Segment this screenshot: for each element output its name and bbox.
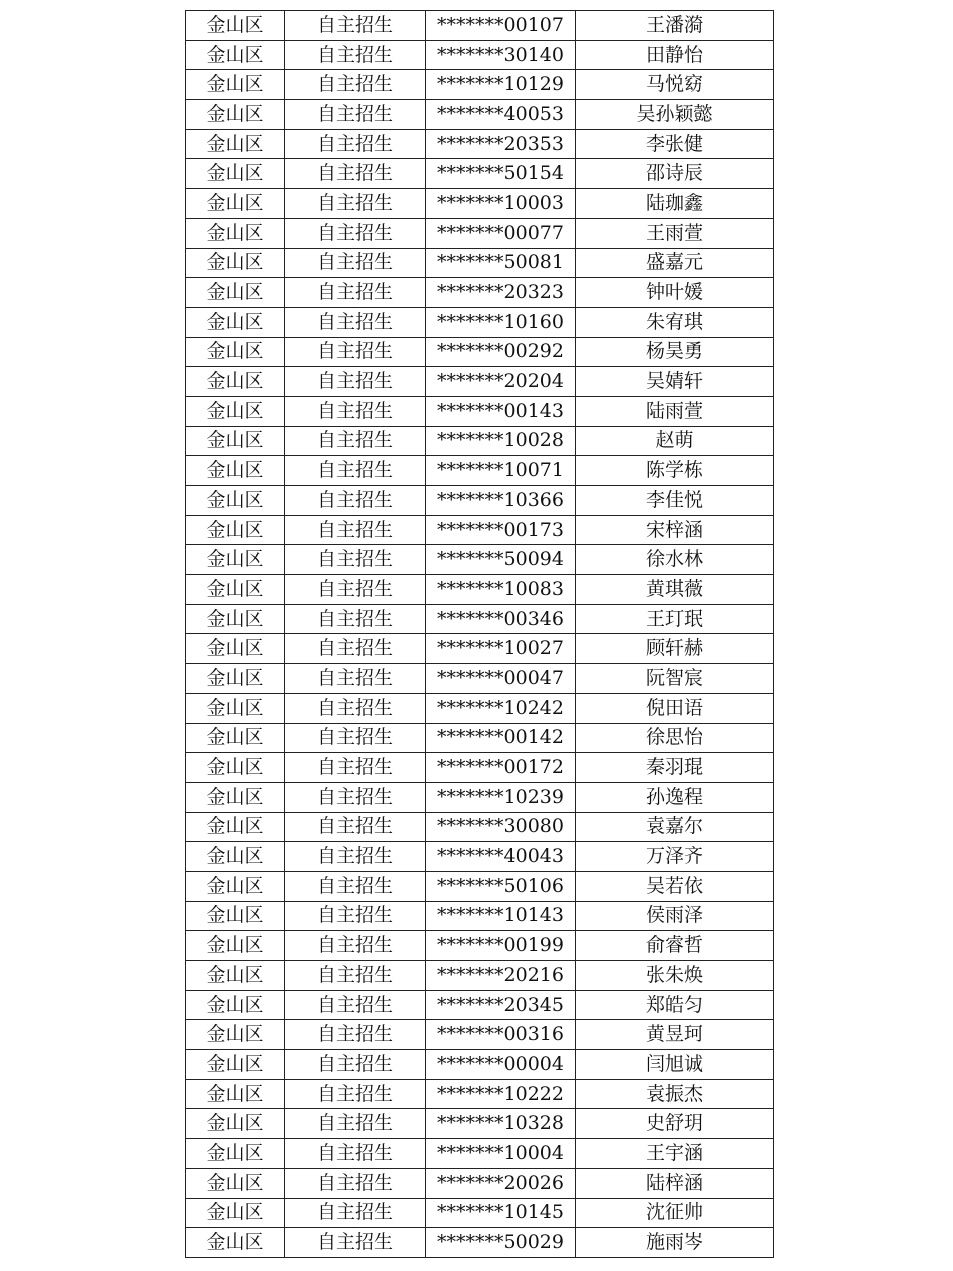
student-name-cell: 袁振杰 (576, 1079, 774, 1109)
table-row (186, 990, 774, 1020)
admission-type-cell: 自主招生 (285, 70, 426, 100)
district-cell: 金山区 (186, 307, 285, 337)
table-row (186, 1079, 774, 1109)
admission-type-cell: 自主招生 (285, 812, 426, 842)
admission-type-cell: 自主招生 (285, 100, 426, 130)
table-row (186, 1228, 774, 1258)
district-cell: 金山区 (186, 664, 285, 694)
table-row (186, 367, 774, 397)
admission-type-cell: 自主招生 (285, 278, 426, 308)
student-id-cell: *******00077 (426, 218, 576, 248)
admission-type-cell: 自主招生 (285, 931, 426, 961)
district-cell: 金山区 (186, 278, 285, 308)
table-row (186, 456, 774, 486)
student-name-cell: 李张健 (576, 129, 774, 159)
student-name-cell: 倪田语 (576, 693, 774, 723)
district-cell: 金山区 (186, 218, 285, 248)
student-name-cell: 顾轩赫 (576, 634, 774, 664)
student-id-cell: *******50029 (426, 1228, 576, 1258)
district-cell: 金山区 (186, 248, 285, 278)
student-name-cell: 田静怡 (576, 40, 774, 70)
district-cell: 金山区 (186, 931, 285, 961)
student-name-cell: 黄琪薇 (576, 575, 774, 605)
district-cell: 金山区 (186, 515, 285, 545)
district-cell: 金山区 (186, 604, 285, 634)
student-id-cell: *******00292 (426, 337, 576, 367)
admission-type-cell: 自主招生 (285, 456, 426, 486)
table-row (186, 1020, 774, 1050)
table-row (186, 11, 774, 41)
district-cell: 金山区 (186, 753, 285, 783)
district-cell: 金山区 (186, 575, 285, 605)
student-name-cell: 陆珈鑫 (576, 189, 774, 219)
student-name-cell: 陈学栋 (576, 456, 774, 486)
admission-type-cell: 自主招生 (285, 575, 426, 605)
district-cell: 金山区 (186, 396, 285, 426)
district-cell: 金山区 (186, 1109, 285, 1139)
table-row (186, 426, 774, 456)
table-row (186, 70, 774, 100)
table-row (186, 278, 774, 308)
district-cell: 金山区 (186, 812, 285, 842)
student-name-cell: 陆雨萱 (576, 396, 774, 426)
student-id-cell: *******30080 (426, 812, 576, 842)
district-cell: 金山区 (186, 634, 285, 664)
district-cell: 金山区 (186, 782, 285, 812)
student-id-cell: *******10239 (426, 782, 576, 812)
table-row (186, 515, 774, 545)
table-row (186, 604, 774, 634)
student-id-cell: *******30140 (426, 40, 576, 70)
table-row (186, 545, 774, 575)
table-row (186, 218, 774, 248)
table-row (186, 1168, 774, 1198)
district-cell: 金山区 (186, 1139, 285, 1169)
student-id-cell: *******50106 (426, 871, 576, 901)
student-name-cell: 黄昱珂 (576, 1020, 774, 1050)
student-name-cell: 王雨萱 (576, 218, 774, 248)
table-row (186, 1109, 774, 1139)
student-id-cell: *******50154 (426, 159, 576, 189)
district-cell: 金山区 (186, 1228, 285, 1258)
admission-type-cell: 自主招生 (285, 723, 426, 753)
admission-type-cell: 自主招生 (285, 248, 426, 278)
admission-type-cell: 自主招生 (285, 1109, 426, 1139)
district-cell: 金山区 (186, 842, 285, 872)
student-name-cell: 徐思怡 (576, 723, 774, 753)
student-id-cell: *******10083 (426, 575, 576, 605)
student-id-cell: *******10242 (426, 693, 576, 723)
table-row (186, 961, 774, 991)
admission-type-cell: 自主招生 (285, 961, 426, 991)
student-name-cell: 李佳悦 (576, 486, 774, 516)
student-id-cell: *******00143 (426, 396, 576, 426)
student-id-cell: *******00173 (426, 515, 576, 545)
district-cell: 金山区 (186, 1198, 285, 1228)
admission-list-table (185, 10, 774, 1258)
student-id-cell: *******00004 (426, 1050, 576, 1080)
district-cell: 金山区 (186, 367, 285, 397)
student-name-cell: 秦羽琨 (576, 753, 774, 783)
table-row (186, 1198, 774, 1228)
admission-type-cell: 自主招生 (285, 40, 426, 70)
student-name-cell: 孙逸程 (576, 782, 774, 812)
table-row (186, 1139, 774, 1169)
student-id-cell: *******00142 (426, 723, 576, 753)
student-id-cell: *******10160 (426, 307, 576, 337)
district-cell: 金山区 (186, 871, 285, 901)
table-row (186, 159, 774, 189)
student-id-cell: *******50094 (426, 545, 576, 575)
table-row (186, 871, 774, 901)
student-name-cell: 侯雨泽 (576, 901, 774, 931)
student-id-cell: *******20026 (426, 1168, 576, 1198)
student-name-cell: 万泽齐 (576, 842, 774, 872)
admission-type-cell: 自主招生 (285, 367, 426, 397)
student-name-cell: 陆梓涵 (576, 1168, 774, 1198)
admission-type-cell: 自主招生 (285, 11, 426, 41)
district-cell: 金山区 (186, 1050, 285, 1080)
admission-type-cell: 自主招生 (285, 693, 426, 723)
admission-type-cell: 自主招生 (285, 664, 426, 694)
admission-type-cell: 自主招生 (285, 486, 426, 516)
table-row (186, 753, 774, 783)
student-name-cell: 沈征帅 (576, 1198, 774, 1228)
admission-type-cell: 自主招生 (285, 842, 426, 872)
table-row (186, 307, 774, 337)
student-id-cell: *******10003 (426, 189, 576, 219)
admission-type-cell: 自主招生 (285, 782, 426, 812)
student-name-cell: 杨昊勇 (576, 337, 774, 367)
student-name-cell: 吴孙颖懿 (576, 100, 774, 130)
district-cell: 金山区 (186, 486, 285, 516)
student-id-cell: *******00316 (426, 1020, 576, 1050)
student-name-cell: 施雨岑 (576, 1228, 774, 1258)
student-name-cell: 郑皓匀 (576, 990, 774, 1020)
student-id-cell: *******00107 (426, 11, 576, 41)
student-name-cell: 俞睿哲 (576, 931, 774, 961)
district-cell: 金山区 (186, 189, 285, 219)
admission-type-cell: 自主招生 (285, 1079, 426, 1109)
district-cell: 金山区 (186, 70, 285, 100)
district-cell: 金山区 (186, 129, 285, 159)
district-cell: 金山区 (186, 426, 285, 456)
student-name-cell: 宋梓涵 (576, 515, 774, 545)
admission-type-cell: 自主招生 (285, 515, 426, 545)
district-cell: 金山区 (186, 159, 285, 189)
student-name-cell: 马悦窈 (576, 70, 774, 100)
admission-type-cell: 自主招生 (285, 307, 426, 337)
district-cell: 金山区 (186, 693, 285, 723)
table-row (186, 100, 774, 130)
table-row (186, 782, 774, 812)
student-name-cell: 王宇涵 (576, 1139, 774, 1169)
admission-type-cell: 自主招生 (285, 396, 426, 426)
student-name-cell: 袁嘉尔 (576, 812, 774, 842)
student-id-cell: *******40053 (426, 100, 576, 130)
admission-type-cell: 自主招生 (285, 634, 426, 664)
table-row (186, 189, 774, 219)
student-id-cell: *******10028 (426, 426, 576, 456)
student-id-cell: *******00346 (426, 604, 576, 634)
student-name-cell: 阮智宸 (576, 664, 774, 694)
admission-type-cell: 自主招生 (285, 189, 426, 219)
admission-type-cell: 自主招生 (285, 1198, 426, 1228)
table-row (186, 664, 774, 694)
district-cell: 金山区 (186, 545, 285, 575)
district-cell: 金山区 (186, 723, 285, 753)
table-row (186, 723, 774, 753)
student-id-cell: *******40043 (426, 842, 576, 872)
table-row (186, 1050, 774, 1080)
student-id-cell: *******50081 (426, 248, 576, 278)
admission-type-cell: 自主招生 (285, 1139, 426, 1169)
table-row (186, 693, 774, 723)
student-id-cell: *******20204 (426, 367, 576, 397)
admission-type-cell: 自主招生 (285, 753, 426, 783)
table-row (186, 901, 774, 931)
student-id-cell: *******20323 (426, 278, 576, 308)
student-id-cell: *******00172 (426, 753, 576, 783)
district-cell: 金山区 (186, 1020, 285, 1050)
student-id-cell: *******20345 (426, 990, 576, 1020)
admission-type-cell: 自主招生 (285, 1050, 426, 1080)
admission-type-cell: 自主招生 (285, 545, 426, 575)
admission-type-cell: 自主招生 (285, 218, 426, 248)
table-row (186, 248, 774, 278)
student-id-cell: *******10222 (426, 1079, 576, 1109)
table-row (186, 40, 774, 70)
student-id-cell: *******10328 (426, 1109, 576, 1139)
student-id-cell: *******20216 (426, 961, 576, 991)
district-cell: 金山区 (186, 337, 285, 367)
table-row (186, 634, 774, 664)
student-name-cell: 吴婧轩 (576, 367, 774, 397)
student-name-cell: 吴若依 (576, 871, 774, 901)
admission-type-cell: 自主招生 (285, 337, 426, 367)
district-cell: 金山区 (186, 990, 285, 1020)
student-id-cell: *******10366 (426, 486, 576, 516)
student-name-cell: 钟叶媛 (576, 278, 774, 308)
student-name-cell: 徐水林 (576, 545, 774, 575)
table-row (186, 575, 774, 605)
admission-type-cell: 自主招生 (285, 1168, 426, 1198)
student-id-cell: *******10071 (426, 456, 576, 486)
student-name-cell: 史舒玥 (576, 1109, 774, 1139)
admission-type-cell: 自主招生 (285, 1228, 426, 1258)
admission-type-cell: 自主招生 (285, 129, 426, 159)
student-id-cell: *******10145 (426, 1198, 576, 1228)
student-id-cell: *******00199 (426, 931, 576, 961)
student-id-cell: *******10027 (426, 634, 576, 664)
district-cell: 金山区 (186, 40, 285, 70)
student-id-cell: *******10129 (426, 70, 576, 100)
student-name-cell: 王玎珉 (576, 604, 774, 634)
table-row (186, 842, 774, 872)
admission-type-cell: 自主招生 (285, 604, 426, 634)
table-row (186, 129, 774, 159)
student-id-cell: *******20353 (426, 129, 576, 159)
admission-type-cell: 自主招生 (285, 901, 426, 931)
table-body (186, 11, 774, 1258)
table-row (186, 396, 774, 426)
student-id-cell: *******00047 (426, 664, 576, 694)
student-name-cell: 赵萌 (576, 426, 774, 456)
district-cell: 金山区 (186, 456, 285, 486)
student-name-cell: 闫旭诚 (576, 1050, 774, 1080)
table-row (186, 812, 774, 842)
table-row (186, 486, 774, 516)
student-name-cell: 邵诗辰 (576, 159, 774, 189)
admission-type-cell: 自主招生 (285, 426, 426, 456)
student-id-cell: *******10004 (426, 1139, 576, 1169)
student-name-cell: 盛嘉元 (576, 248, 774, 278)
district-cell: 金山区 (186, 901, 285, 931)
district-cell: 金山区 (186, 1168, 285, 1198)
district-cell: 金山区 (186, 961, 285, 991)
admission-type-cell: 自主招生 (285, 871, 426, 901)
table-row (186, 931, 774, 961)
district-cell: 金山区 (186, 1079, 285, 1109)
student-name-cell: 张朱焕 (576, 961, 774, 991)
student-name-cell: 王潘漪 (576, 11, 774, 41)
student-id-cell: *******10143 (426, 901, 576, 931)
admission-type-cell: 自主招生 (285, 159, 426, 189)
admission-type-cell: 自主招生 (285, 990, 426, 1020)
district-cell: 金山区 (186, 11, 285, 41)
district-cell: 金山区 (186, 100, 285, 130)
admission-type-cell: 自主招生 (285, 1020, 426, 1050)
table-row (186, 337, 774, 367)
student-name-cell: 朱宥琪 (576, 307, 774, 337)
